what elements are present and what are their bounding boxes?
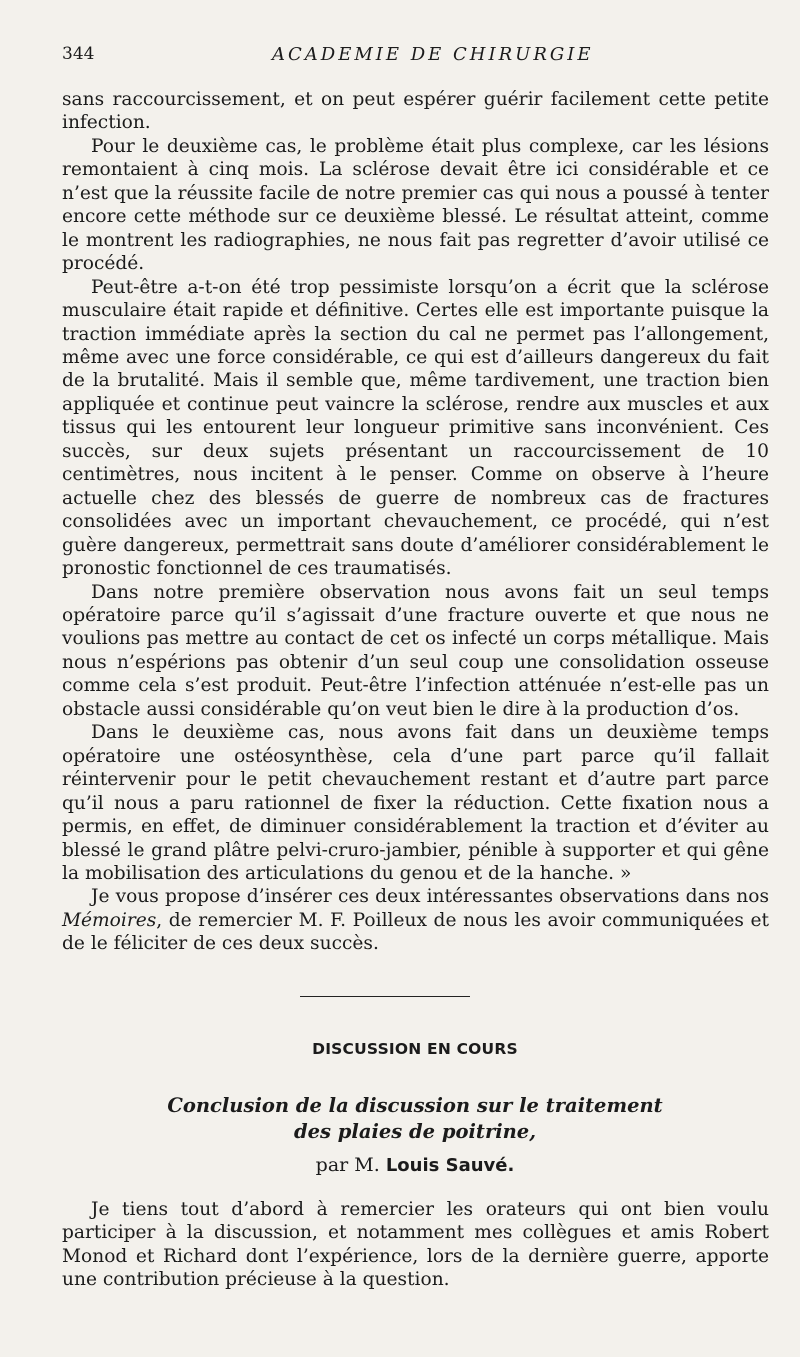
- paragraph: sans raccourcissement, et on peut espérer guérir facilement cette petite infection.: [62, 89, 769, 134]
- section-divider: [300, 996, 470, 997]
- paragraph-final-text: Je vous propose d’insérer ces deux intéressantes observations dans nos: [91, 886, 769, 908]
- running-title: ACADEMIE DE CHIRURGIE: [272, 44, 594, 65]
- paragraph: Je tiens tout d’abord à remercier les orateurs qui ont bien voulu participer à la discussion, et notamment mes collègues et amis Robert Monod et Richard dont l’expérience, lors de la dernière guerre, apporte une contribution précieuse à la question.: [62, 1199, 769, 1291]
- body-text: [62, 88, 769, 956]
- byline: [0, 1154, 800, 1176]
- paragraph: Dans notre première observation nous avons fait un seul temps opératoire parce qu’il s’agissait d’une fracture ouverte et que nous ne voulions pas mettre au contact de cet os infecté un corps métallique. Mais nous n’espérions pas obtenir d’un seul coup une consolidation osseuse comme cela s’est produit. Peut-être l’infection atténuée n’est-elle pas un obstacle aussi considérable qu’on veut bien le dire à la production d’os.: [62, 581, 769, 720]
- byline-author: Louis Sauvé.: [385, 1155, 515, 1176]
- page-number: 344: [62, 44, 95, 64]
- byline-prefix: par M.: [315, 1154, 380, 1176]
- article-title: [0, 1093, 800, 1145]
- paragraph: Peut-être a-t-on été trop pessimiste lorsqu’on a écrit que la sclérose musculaire était rapide et définitive. Certes elle est importante puisque la traction immédiate après la section du cal ne permet pas l’allongement, même avec une force considérable, ce qui est d’ailleurs dangereux du fait de la brutalité. Mais il semble que, même tardivement, une traction bien appliquée et continue peut vaincre la sclérose, rendre aux muscles et aux tissus qui les entourent leur longueur primitive sans inconvénient. Ces succès, sur deux sujets présentant un raccourcissement de 10 centimètres, nous incitent à le penser. Comme on observe à l’heure actuelle chez des blessés de guerre de nombreux cas de fractures consolidées avec un important chevauchement, ce procédé, qui n’est guère dangereux, permettrait sans doute d’améliorer considérablement le pronostic fonctionnel de ces traumatisés.: [62, 276, 769, 580]
- page-header: [62, 44, 768, 68]
- section-heading: DISCUSSION EN COURS: [312, 1040, 518, 1058]
- article-title-line-1: Conclusion de la discussion sur le traitement: [167, 1094, 663, 1117]
- closing-text: [62, 1198, 769, 1292]
- paragraph: Pour le deuxième cas, le problème était plus complexe, car les lésions remontaient à cinq mois. La sclérose devait être ici considérable et ce n’est que la réussite facile de notre premier cas qui nous a poussé à tenter encore cette méthode sur ce deuxième blessé. Le résultat atteint, comme le montrent les radiographies, ne nous fait pas regretter d’avoir utilisé ce procédé.: [62, 135, 769, 275]
- paragraph-final-text-end: , de remercier M. F. Poilleux de nous les avoir communiquées et de le féliciter de ces deux succès.: [62, 909, 769, 955]
- paragraph-final: [62, 885, 769, 955]
- memoires-italic: Mémoires: [62, 909, 157, 931]
- paragraph: Dans le deuxième cas, nous avons fait dans un deuxième temps opératoire une ostéosynthèse, cela d’une part parce qu’il fallait réintervenir pour le petit chevauchement restant et d’autre part parce qu’il nous a paru rationnel de fixer la réduction. Cette fixation nous a permis, en effet, de diminuer considérablement la traction et d’éviter au blessé le grand plâtre pelvi-cruro-jambier, pénible à supporter et qui gêne la mobilisation des articulations du genou et de la hanche. »: [62, 722, 769, 884]
- article-title-line-2: des plaies de poitrine,: [293, 1120, 536, 1143]
